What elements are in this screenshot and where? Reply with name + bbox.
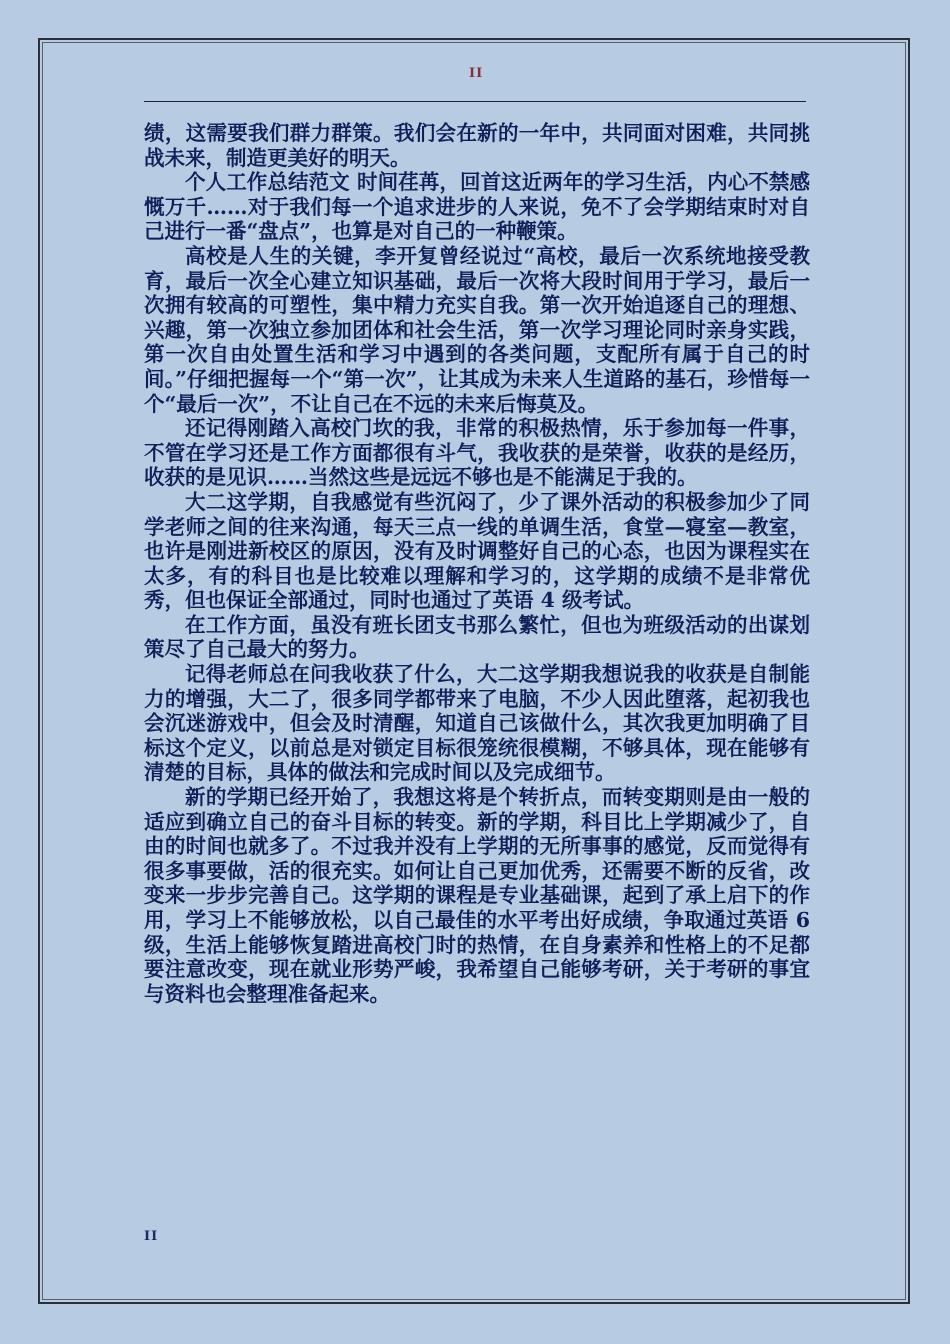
- paragraph-gains: 记得老师总在问我收获了什么，大二这学期我想说我的收获是自制能力的增强，大二了，很多同学都带来了电脑，不少人因此堕落，起初我也会沉迷游戏中，但会及时清醒，知道自己该做什么，其次我更加明确了目标这个定义，以前总是对锁定目标很笼统很模糊，不够具体，现在能够有清楚的目标，具体的做法和完成时间以及完成细节。: [144, 662, 810, 785]
- paragraph-first-year: 还记得刚踏入高校门坎的我，非常的积极热情，乐于参加每一件事，不管在学习还是工作方面都很有斗气，我收获的是荣誉，收获的是经历，收获的是见识……当然这些是远远不够也是不能满足于我的。: [144, 416, 810, 490]
- paragraph-second-year: 大二这学期，自我感觉有些沉闷了，少了课外活动的积极参加少了同学老师之间的往来沟通，每天三点一线的单调生活，食堂—寝室—教室，也许是刚进新校区的原因，没有及时调整好自己的心态，也因为课程实在太多，有的科目也是比较难以理解和学习的，这学期的成绩不是非常优秀，但也保证全部通过，同时也通过了英语 4 级考试。: [144, 489, 810, 613]
- footer-mark: II: [144, 1229, 159, 1244]
- paragraph-work: 在工作方面，虽没有班长团支书那么繁忙，但也为班级活动的出谋划策尽了自己最大的努力。: [144, 612, 810, 662]
- header-mark: II: [469, 66, 484, 81]
- header-divider: [144, 101, 806, 102]
- document-body: [144, 121, 810, 1006]
- paragraph-intro: 个人工作总结范文 时间荏苒，回首这近两年的学习生活，内心不禁感慨万千……对于我们每一个追求进步的人来说，免不了会学期结束时对自己进行一番“盘点”，也算是对自己的一种鞭策。: [144, 170, 810, 244]
- paragraph-continuation: 绩，这需要我们群力群策。我们会在新的一年中，共同面对困难，共同挑战未来，制造更美好的明天。: [144, 121, 810, 170]
- paragraph-new-semester: 新的学期已经开始了，我想这将是个转折点，而转变期则是由一般的适应到确立自己的奋斗目标的转变。新的学期，科目比上学期减少了，自由的时间也就多了。不过我并没有上学期的无所事事的感觉，反而觉得有很多事要做，活的很充实。如何让自己更加优秀，还需要不断的反省，改变来一步步完善自己。这学期的课程是专业基础课，起到了承上启下的作用，学习上不能够放松，以自己最佳的水平考出好成绩，争取通过英语 6 级，生活上能够恢复踏进高校门时的热情，在自身素养和性格上的不足都要注意改变，现在就业形势严峻，我希望自己能够考研，关于考研的事宜与资料也会整理准备起来。: [144, 785, 810, 1006]
- paragraph-university-quote: 高校是人生的关键，李开复曾经说过“高校，最后一次系统地接受教育，最后一次全心建立知识基础，最后一次将大段时间用于学习，最后一次拥有较高的可塑性，集中精力充实自我。第一次开始追逐自己的理想、兴趣，第一次独立参加团体和社会生活，第一次学习理论同时亲身实践，第一次自由处置生活和学习中遇到的各类问题，支配所有属于自己的时间。”仔细把握每一个“第一次”，让其成为未来人生道路的基石，珍惜每一个“最后一次”，不让自己在不远的未来后悔莫及。: [144, 243, 810, 416]
